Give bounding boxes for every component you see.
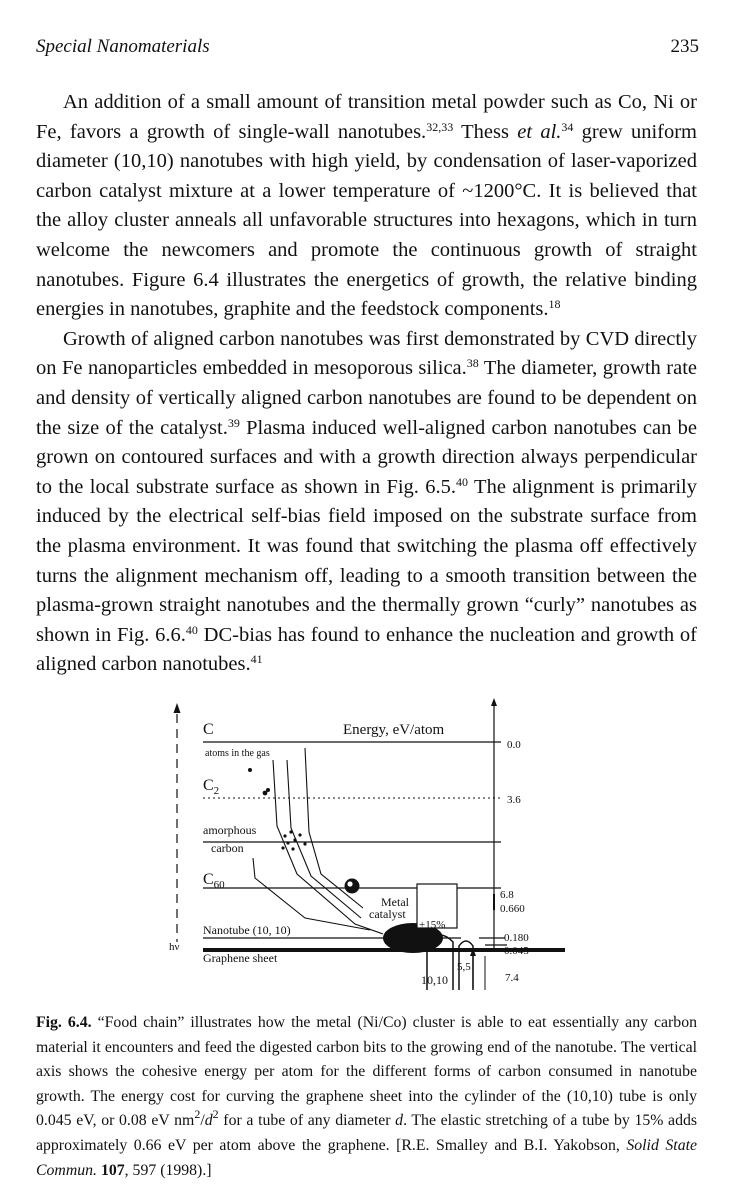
caption-volume: 107 [100, 1161, 125, 1179]
label-metal: Metal [381, 895, 409, 909]
value-6-8: 6.8 [500, 889, 514, 901]
p2-text-e: DC-bias has found to enhance the nucleation and growth of aligned carbon nanotubes. [36, 623, 697, 676]
feed-line-1 [273, 760, 383, 934]
caption-text-c: for a tube of any diameter [218, 1112, 396, 1130]
value-3-6: 3.6 [507, 794, 521, 806]
value-7-4: 7.4 [505, 972, 519, 984]
caption-journal: Solid State Commun. [36, 1136, 697, 1179]
label-carbon: carbon [211, 841, 244, 855]
label-tube-5-5: 5,5 [457, 961, 471, 973]
label-nanotube: Nanotube (10, 10) [203, 923, 291, 937]
feed-line-4 [253, 858, 370, 930]
caption-text-a: “Food chain” illustrates how the metal (Ni/Co) cluster is able to eat essentially any carbon material it encounters and feed the digested carbon bits to the growing end of the nanotube. The vertical axis shows the cohesive energy per atom for the different forms of carbon consumed in nanotube growth. The energy cost for curving the graphene sheet into the cylinder of the (10,10) tube is only 0.045 eV, or 0.08 eV nm [36, 1014, 697, 1130]
value-0-045: 0.045 [504, 945, 529, 957]
label-tube-10-10: 10,10 [421, 973, 448, 987]
p2-text-b: The diameter, growth rate and density of vertically aligned carbon nanotubes are found to be dependent on the size of the catalyst. [36, 357, 697, 439]
citation: 18 [548, 297, 561, 312]
caption-text-b: / [200, 1112, 205, 1130]
body-text [36, 88, 697, 680]
caption-var-d: d [204, 1112, 213, 1130]
label-strain: +15% [419, 919, 446, 931]
citation: 34 [561, 119, 574, 134]
food-chain-diagram [155, 698, 575, 990]
feed-line-2 [287, 760, 361, 918]
p1-text-c: grew uniform diameter (10,10) nanotubes with high yield, by condensation of laser-vaporized carbon catalyst mixture at a lower temperature of ~1200°C. It is believed that the alloy cluster anneals all unfavorable structures into hexagons, which in turn welcome the newcomers and promote the continuous growth of straight nanotubes. Figure 6.4 illustrates the energetics of growth, the relative binding energies in nanotubes, graphite and the feedstock components. [36, 120, 697, 321]
citation: 41 [250, 652, 263, 667]
caption-sup: 2 [194, 1107, 201, 1122]
p2-text-d: The alignment is primarily induced by the electrical self-bias field imposed on the substrate surface from the plasma environment. It was found that switching the plasma off effectively turns the alignment mechanism off, leading to a smooth transition between the plasma-grown straight nanotubes and the thermally grown “curly” nanotubes as shown in Fig. 6.6. [36, 475, 697, 646]
value-0-0: 0.0 [507, 739, 521, 751]
c60-ball [345, 879, 360, 894]
caption-text-g: , 597 (1998).] [124, 1161, 212, 1179]
label-amorphous: amorphous [203, 823, 257, 837]
amorphous-carbon-dots [281, 830, 306, 850]
c2-dot [266, 788, 270, 792]
c60-ball-highlight [347, 881, 352, 886]
caption-text-e: . The elastic stretching of a tube by 15% adds approximately 0.66 eV per atom above the graphene. [R.E. Smalley and B.I. Yakobson, [36, 1112, 698, 1154]
et-al: et al. [517, 120, 562, 143]
p2-text-c: Plasma induced well-aligned carbon nanotubes can be grown on contoured surfaces and with a growth direction always perpendicular to the local substrate surface as shown in Fig. 6.5. [36, 416, 698, 498]
paragraph-2 [36, 325, 697, 680]
figure-caption [36, 1011, 697, 1183]
value-0-660: 0.660 [500, 903, 525, 915]
figure-6-4 [155, 698, 575, 990]
paragraph-1 [36, 88, 697, 325]
atom-dot [248, 768, 252, 772]
label-graphene: Graphene sheet [203, 951, 278, 965]
p1-text-b: Thess [453, 120, 518, 143]
scale-arrow-icon [491, 698, 497, 706]
axis-arrow-icon [174, 703, 181, 713]
caption-var-d: d [395, 1112, 404, 1130]
label-c2: $C_2$ [203, 777, 220, 797]
citation: 32,33 [426, 119, 454, 134]
citation: 39 [227, 415, 240, 430]
caption-label: Fig. 6.4. [36, 1014, 92, 1031]
p2-text-a: Growth of aligned carbon nanotubes was first demonstrated by CVD directly on Fe nanoparticles embedded in mesoporous silica. [36, 327, 697, 380]
label-atoms: atoms in the gas [205, 748, 270, 759]
label-c60: $C_{60}$ [203, 871, 225, 891]
caption-sup: 2 [212, 1107, 219, 1122]
label-catalyst: catalyst [369, 907, 406, 921]
label-hv: hν [169, 941, 180, 953]
citation: 40 [456, 474, 469, 489]
page-number: 235 [670, 36, 699, 57]
running-title: Special Nanomaterials [36, 36, 210, 57]
value-0-180: 0.180 [504, 932, 529, 944]
p1-text-a: An addition of a small amount of transition metal powder such as Co, Ni or Fe, favors a growth of single-wall nanotubes. [36, 91, 697, 143]
citation: 38 [466, 356, 479, 371]
citation: 40 [185, 622, 198, 637]
label-c: C [203, 721, 214, 738]
running-header [36, 36, 699, 62]
label-energy: Energy, eV/atom [343, 722, 445, 738]
